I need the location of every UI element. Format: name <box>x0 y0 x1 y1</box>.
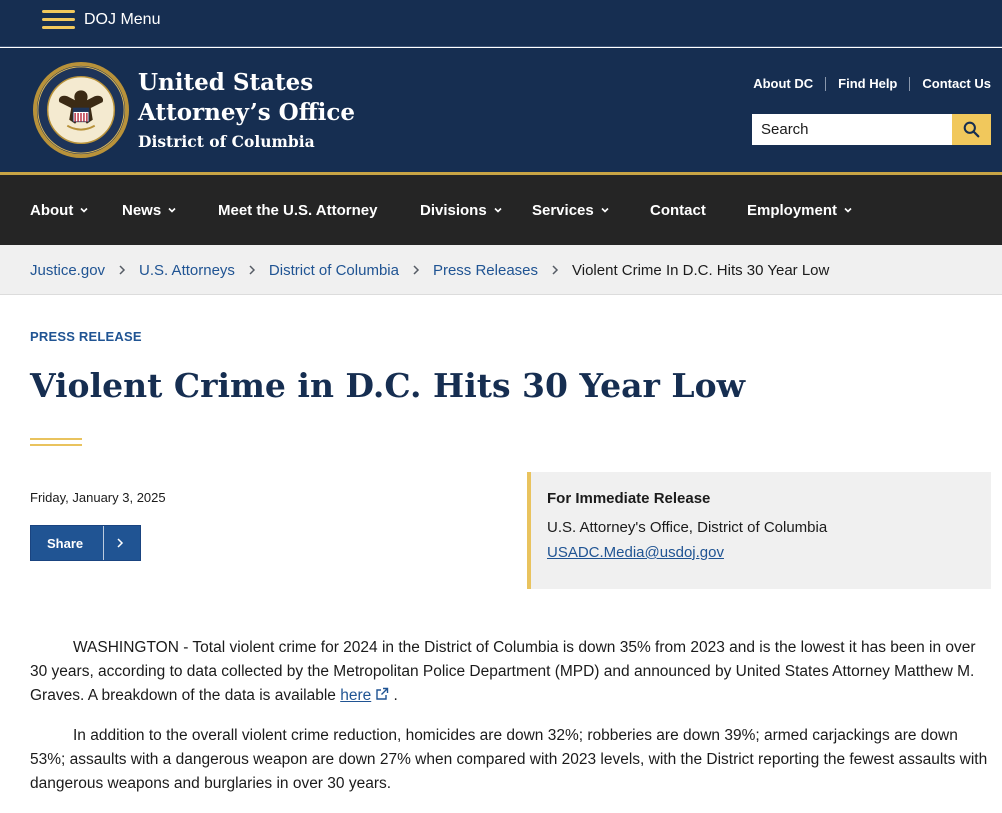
nav-item-label: Contact <box>650 201 706 219</box>
chevron-right-icon <box>550 264 560 276</box>
nav-item-label: Meet the U.S. Attorney <box>218 201 378 219</box>
media-email-link[interactable]: USADC.Media@usdoj.gov <box>547 544 724 561</box>
nav-item-label: About <box>30 201 74 219</box>
contact-us-link[interactable]: Contact Us <box>909 77 991 91</box>
doj-menu-label: DOJ Menu <box>84 11 161 28</box>
nav-item-meet-the-us-attorney[interactable] <box>218 175 377 245</box>
article-paragraph: In addition to the overall violent crime reduction, homicides are down 32%; robberies are down 39%; armed carjackings are down 53%; assaults with a dangerous weapon are down 27% when compared with 2023 levels, with the District reporting the fewest assaults with dangerous weapons and burglaries in over 30 years. <box>30 727 988 792</box>
breadcrumb-list <box>30 245 829 295</box>
nav-item-label: News <box>122 201 162 219</box>
about-dc-link[interactable]: About DC <box>753 76 814 91</box>
site-subtitle[interactable]: District of Columbia <box>138 132 315 151</box>
paragraph-end: . <box>389 687 398 704</box>
release-box-title: For Immediate Release <box>547 490 711 507</box>
share-divider <box>103 526 104 560</box>
nav-item-employment[interactable] <box>747 175 853 245</box>
site-title[interactable] <box>138 68 398 128</box>
media-contact-box <box>527 472 991 589</box>
nav-item-label: Services <box>532 201 594 219</box>
nav-item-divisions[interactable] <box>420 175 503 245</box>
doj-top-bar <box>0 0 1002 47</box>
title-underline <box>30 444 82 446</box>
chevron-down-icon <box>600 205 610 215</box>
site-header <box>0 48 1002 172</box>
find-help-link[interactable]: Find Help <box>825 77 909 91</box>
title-underline <box>30 438 82 440</box>
main-nav <box>0 175 1002 245</box>
breadcrumb-link-justice-gov[interactable]: Justice.gov <box>30 261 106 279</box>
breadcrumb-link-us-attorneys[interactable]: U.S. Attorneys <box>139 261 235 279</box>
nav-item-label: Divisions <box>420 201 487 219</box>
chevron-right-icon <box>115 537 125 549</box>
search-form <box>752 114 991 145</box>
chevron-right-icon <box>247 264 257 276</box>
hamburger-icon <box>42 8 75 32</box>
breadcrumb-link-district-of-columbia[interactable]: District of Columbia <box>268 261 399 279</box>
nav-item-contact[interactable] <box>650 175 706 245</box>
share-button[interactable] <box>30 525 141 561</box>
breadcrumb-link-press-releases[interactable]: Press Releases <box>432 261 539 279</box>
chevron-right-icon <box>411 264 421 276</box>
data-breakdown-link[interactable]: here <box>340 687 372 704</box>
press-release-label: PRESS RELEASE <box>30 329 142 344</box>
utility-links <box>741 77 991 91</box>
doj-menu-button[interactable] <box>42 6 160 34</box>
share-label: Share <box>47 536 84 551</box>
search-icon <box>963 121 980 138</box>
release-office: U.S. Attorney's Office, District of Columbia <box>547 519 828 536</box>
chevron-down-icon <box>493 205 503 215</box>
external-link-icon <box>375 687 389 701</box>
paragraph-text: WASHINGTON - Total violent crime for 2024 in the District of Columbia is down 35% from 2023 and is the lowest it has been in over 30 years, according to data collected by the Metropolitan Police Department (MPD) and announced by United States Attorney Matthew M. Graves. A breakdown of the data is available <box>30 639 976 704</box>
nav-item-about[interactable] <box>30 175 89 245</box>
site-title-line1: United States <box>138 69 314 96</box>
nav-item-label: Employment <box>747 201 838 219</box>
site-title-line2: Attorney’s Office <box>138 99 355 126</box>
doj-seal[interactable] <box>32 61 130 159</box>
chevron-down-icon <box>167 205 177 215</box>
nav-item-news[interactable] <box>122 175 177 245</box>
article-paragraph <box>30 636 992 708</box>
chevron-down-icon <box>79 205 89 215</box>
chevron-down-icon <box>843 205 853 215</box>
search-button[interactable] <box>952 114 991 145</box>
breadcrumb <box>0 245 1002 295</box>
chevron-right-icon <box>117 264 127 276</box>
search-input[interactable] <box>752 114 952 145</box>
breadcrumb-current: Violent Crime In D.C. Hits 30 Year Low <box>572 261 830 279</box>
nav-item-services[interactable] <box>532 175 610 245</box>
publish-date: Friday, January 3, 2025 <box>30 490 166 505</box>
page-title: Violent Crime in D.C. Hits 30 Year Low <box>30 366 746 405</box>
